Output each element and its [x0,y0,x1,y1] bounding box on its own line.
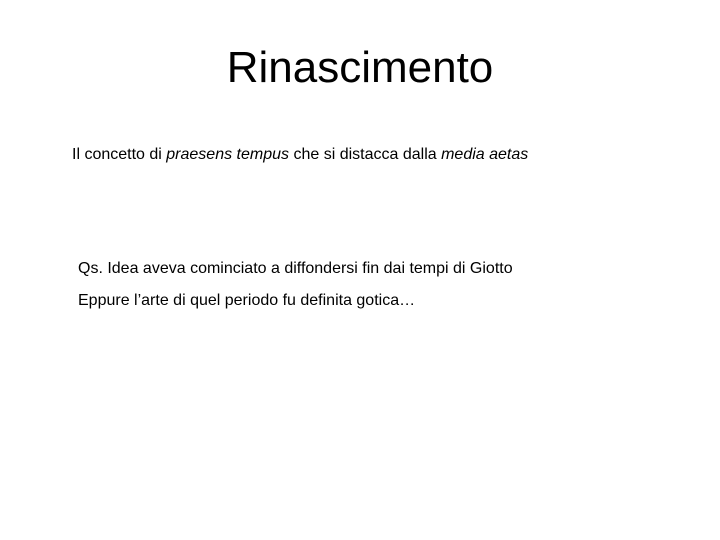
note-giotto: Qs. Idea aveva cominciato a diffondersi fin dai tempi di Giotto [78,260,513,277]
statement-line [72,145,528,165]
statement-term-media-aetas: media aetas [441,146,529,163]
slide-title: Rinascimento [226,43,494,92]
statement-text-2: che si distacca dalla [289,146,442,163]
statement-text-1: Il concetto di [72,146,167,163]
note-gotica: Eppure l’arte di quel periodo fu definita gotica… [78,292,416,309]
statement-term-praesens-tempus: praesens tempus [166,146,290,163]
